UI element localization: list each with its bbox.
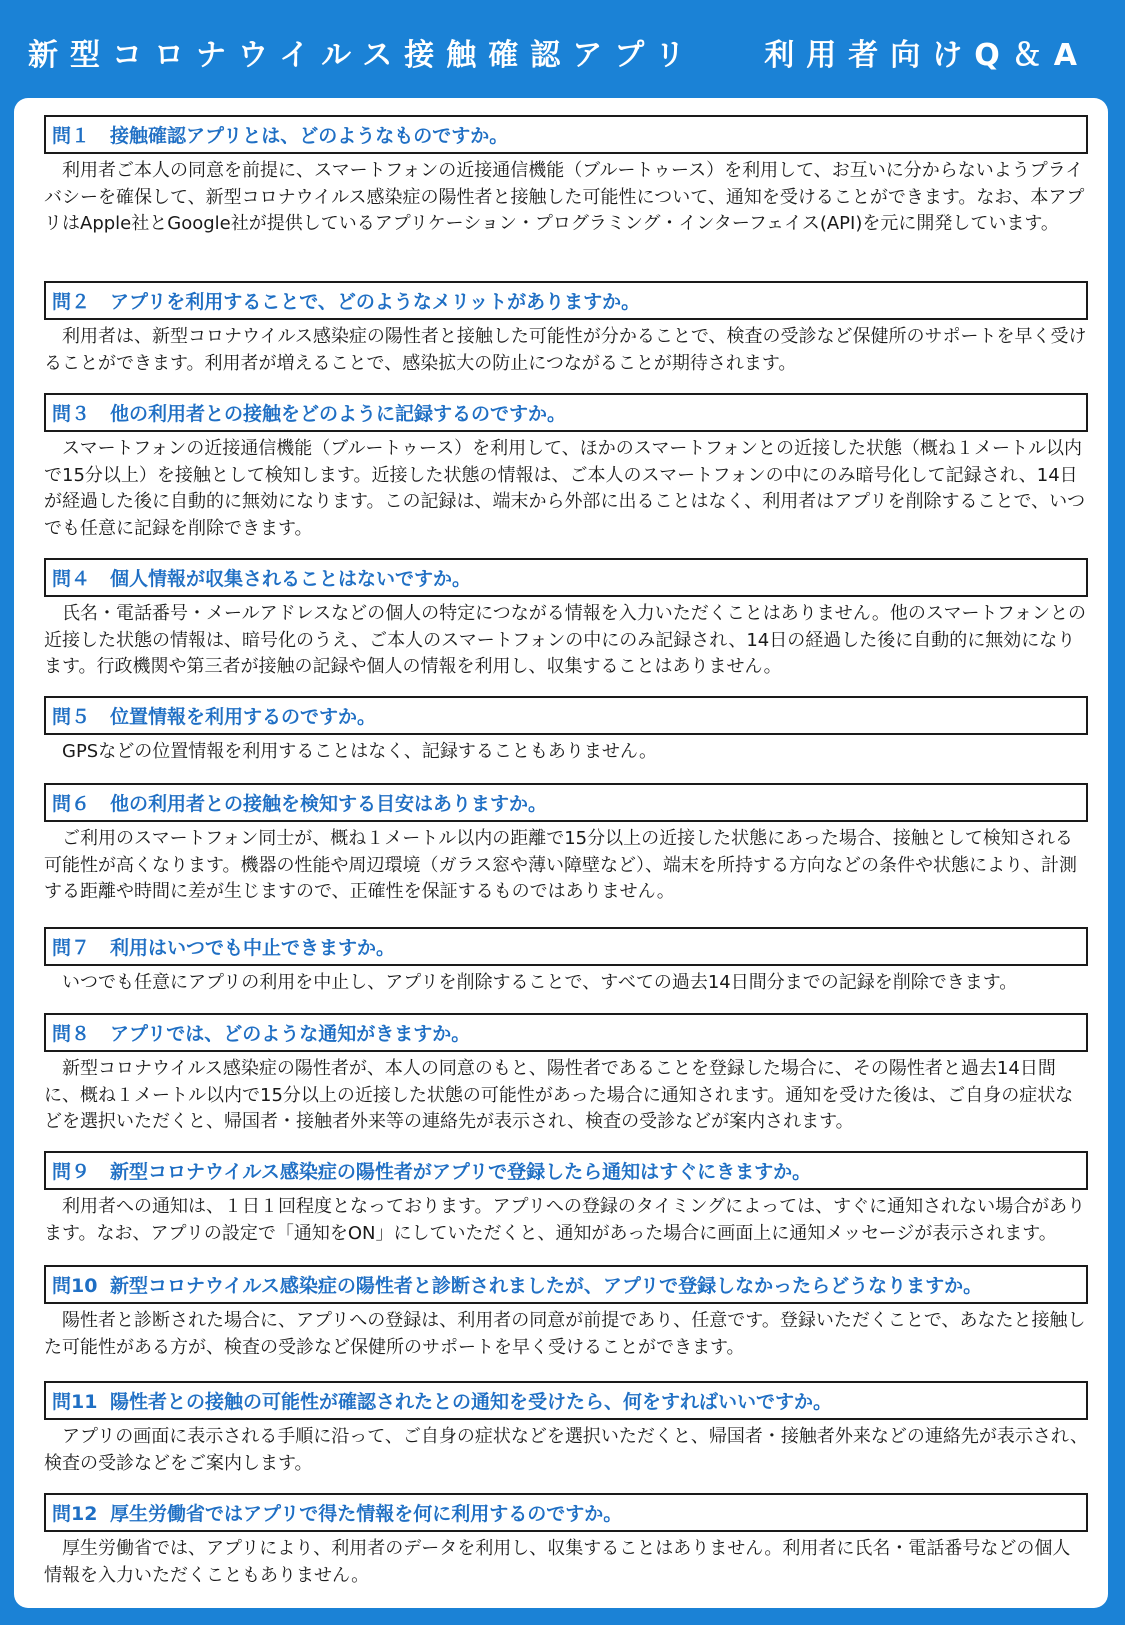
question-number: 問１ (52, 125, 91, 147)
question-text: 厚生労働省ではアプリで得た情報を何に利用するのですか。 (110, 1503, 623, 1525)
answer-text: 利用者は、新型コロナウイルス感染症の陽性者と接触した可能性が分かることで、検査の受診など保健所のサポートを早く受けることができます。利用者が増えることで、感染拡大の防止につながることが期待されます。 (44, 326, 1087, 374)
answer-text: 厚生労働省では、アプリにより、利用者のデータを利用し、収集することはありません。利用者に氏名・電話番号などの個人情報を入力いただくこともありません。 (44, 1538, 1071, 1586)
qa-item-12 (44, 1493, 1088, 1589)
question-box (44, 1151, 1088, 1190)
answer-text: GPSなどの位置情報を利用することはなく、記録することもありません。 (62, 741, 657, 762)
question-box (44, 281, 1088, 320)
question-number: 問11 (52, 1391, 98, 1413)
question-text: 他の利用者との接触を検知する目安はありますか。 (110, 793, 548, 815)
question-box (44, 1381, 1088, 1420)
question-number: 問６ (52, 793, 91, 815)
question-text: 新型コロナウイルス感染症の陽性者がアプリで登録したら通知はすぐにきますか。 (110, 1161, 812, 1183)
qa-item-6 (44, 783, 1088, 906)
question-text: アプリを利用することで、どのようなメリットがありますか。 (110, 291, 641, 313)
qa-item-2 (44, 281, 1088, 377)
question-number: 問９ (52, 1161, 91, 1183)
answer-text: いつでも任意にアプリの利用を中止し、アプリを削除することで、すべての過去14日間分までの記録を削除できます。 (62, 972, 1018, 993)
question-number: 問10 (52, 1275, 98, 1297)
question-text: 位置情報を利用するのですか。 (110, 706, 377, 728)
answer-text: 利用者への通知は、１日１回程度となっております。アプリへの登録のタイミングによっては、すぐに通知されない場合があります。なお、アプリの設定で「通知をON」にしていただくと、通知があった場合に画面上に通知メッセージが表示されます。 (44, 1196, 1086, 1244)
question-box (44, 1265, 1088, 1304)
question-number: 問７ (52, 937, 91, 959)
question-text: 陽性者との接触の可能性が確認されたとの通知を受けたら、何をすればいいですか。 (110, 1391, 833, 1413)
question-number: 問４ (52, 568, 91, 590)
qa-item-7 (44, 927, 1088, 997)
question-box (44, 115, 1088, 154)
question-box (44, 783, 1088, 822)
answer-text: 新型コロナウイルス感染症の陽性者が、本人の同意のもと、陽性者であることを登録した場合に、その陽性者と過去14日間に、概ね１メートル以内で15分以上の近接した状態の可能性があった場合に通知されます。通知を受けた後は、ご自身の症状などを選択いただくと、帰国者・接触者外来等の連絡先が表示され、検査の受診などが案内されます。 (44, 1058, 1074, 1132)
question-number: 問５ (52, 706, 91, 728)
question-number: 問３ (52, 403, 91, 425)
question-box (44, 1013, 1088, 1052)
qa-item-8 (44, 1013, 1088, 1136)
answer-text: スマートフォンの近接通信機能（ブルートゥース）を利用して、ほかのスマートフォンとの近接した状態（概ね１メートル以内で15分以上）を接触として検知します。近接した状態の情報は、ご本人のスマートフォンの中にのみ暗号化して記録され、14日が経過した後に自動的に無効になります。この記録は、端末から外部に出ることはなく、利用者はアプリを削除することで、いつでも任意に記録を削除できます。 (44, 438, 1086, 539)
answer-text: 陽性者と診断された場合に、アプリへの登録は、利用者の同意が前提であり、任意です。登録いただくことで、あなたと接触した可能性がある方が、検査の受診など保健所のサポートを早く受けることができます。 (44, 1310, 1086, 1358)
qa-panel (14, 98, 1108, 1608)
question-box (44, 696, 1088, 735)
qa-item-4 (44, 558, 1088, 681)
question-text: 接触確認アプリとは、どのようなものですか。 (110, 125, 509, 147)
question-number: 問８ (52, 1023, 91, 1045)
qa-item-5 (44, 696, 1088, 766)
question-text: 個人情報が収集されることはないですか。 (110, 568, 472, 590)
question-text: 他の利用者との接触をどのように記録するのですか。 (110, 403, 567, 425)
answer-text: ご利用のスマートフォン同士が、概ね１メートル以内の距離で15分以上の近接した状態にあった場合、接触として検知される可能性が高くなります。機器の性能や周辺環境（ガラス窓や薄い障壁など）、端末を所持する方向などの条件や状態により、計測する距離や時間に差が生じますので、正確性を保証するものではありません。 (44, 828, 1078, 902)
qa-item-10 (44, 1265, 1088, 1361)
question-text: アプリでは、どのような通知がきますか。 (110, 1023, 471, 1045)
question-box (44, 393, 1088, 432)
question-box (44, 1493, 1088, 1532)
qa-item-11 (44, 1381, 1088, 1477)
answer-text: 利用者ご本人の同意を前提に、スマートフォンの近接通信機能（ブルートゥース）を利用して、お互いに分からないようプライバシーを確保して、新型コロナウイルス感染症の陽性者と接触した可能性について、通知を受けることができます。なお、本アプリはApple社とGoogle社が提供しているアプリケーション・プログラミング・インターフェイス(API)を元に開発しています。 (44, 160, 1085, 234)
answer-text: アプリの画面に表示される手順に沿って、ご自身の症状などを選択いただくと、帰国者・接触者外来などの連絡先が表示され、検査の受診などをご案内します。 (44, 1426, 1088, 1474)
qa-item-1 (44, 115, 1088, 238)
question-box (44, 927, 1088, 966)
question-text: 利用はいつでも中止できますか。 (110, 937, 396, 959)
qa-item-3 (44, 393, 1088, 542)
question-text: 新型コロナウイルス感染症の陽性者と診断されましたが、アプリで登録しなかったらどうなりますか。 (110, 1275, 983, 1297)
qa-item-9 (44, 1151, 1088, 1247)
header-banner (0, 0, 1125, 96)
question-number: 問12 (52, 1503, 98, 1525)
question-number: 問２ (52, 291, 91, 313)
page-title: 新型コロナウイルス接触確認アプリ (28, 38, 697, 73)
page-subtitle: 利用者向けQ＆A (764, 38, 1089, 73)
answer-text: 氏名・電話番号・メールアドレスなどの個人の特定につながる情報を入力いただくことはありません。他のスマートフォンとの近接した状態の情報は、暗号化のうえ、ご本人のスマートフォンの中にのみ記録され、14日の経過した後に自動的に無効になります。行政機関や第三者が接触の記録や個人の情報を利用し、収集することはありません。 (44, 603, 1087, 677)
question-box (44, 558, 1088, 597)
